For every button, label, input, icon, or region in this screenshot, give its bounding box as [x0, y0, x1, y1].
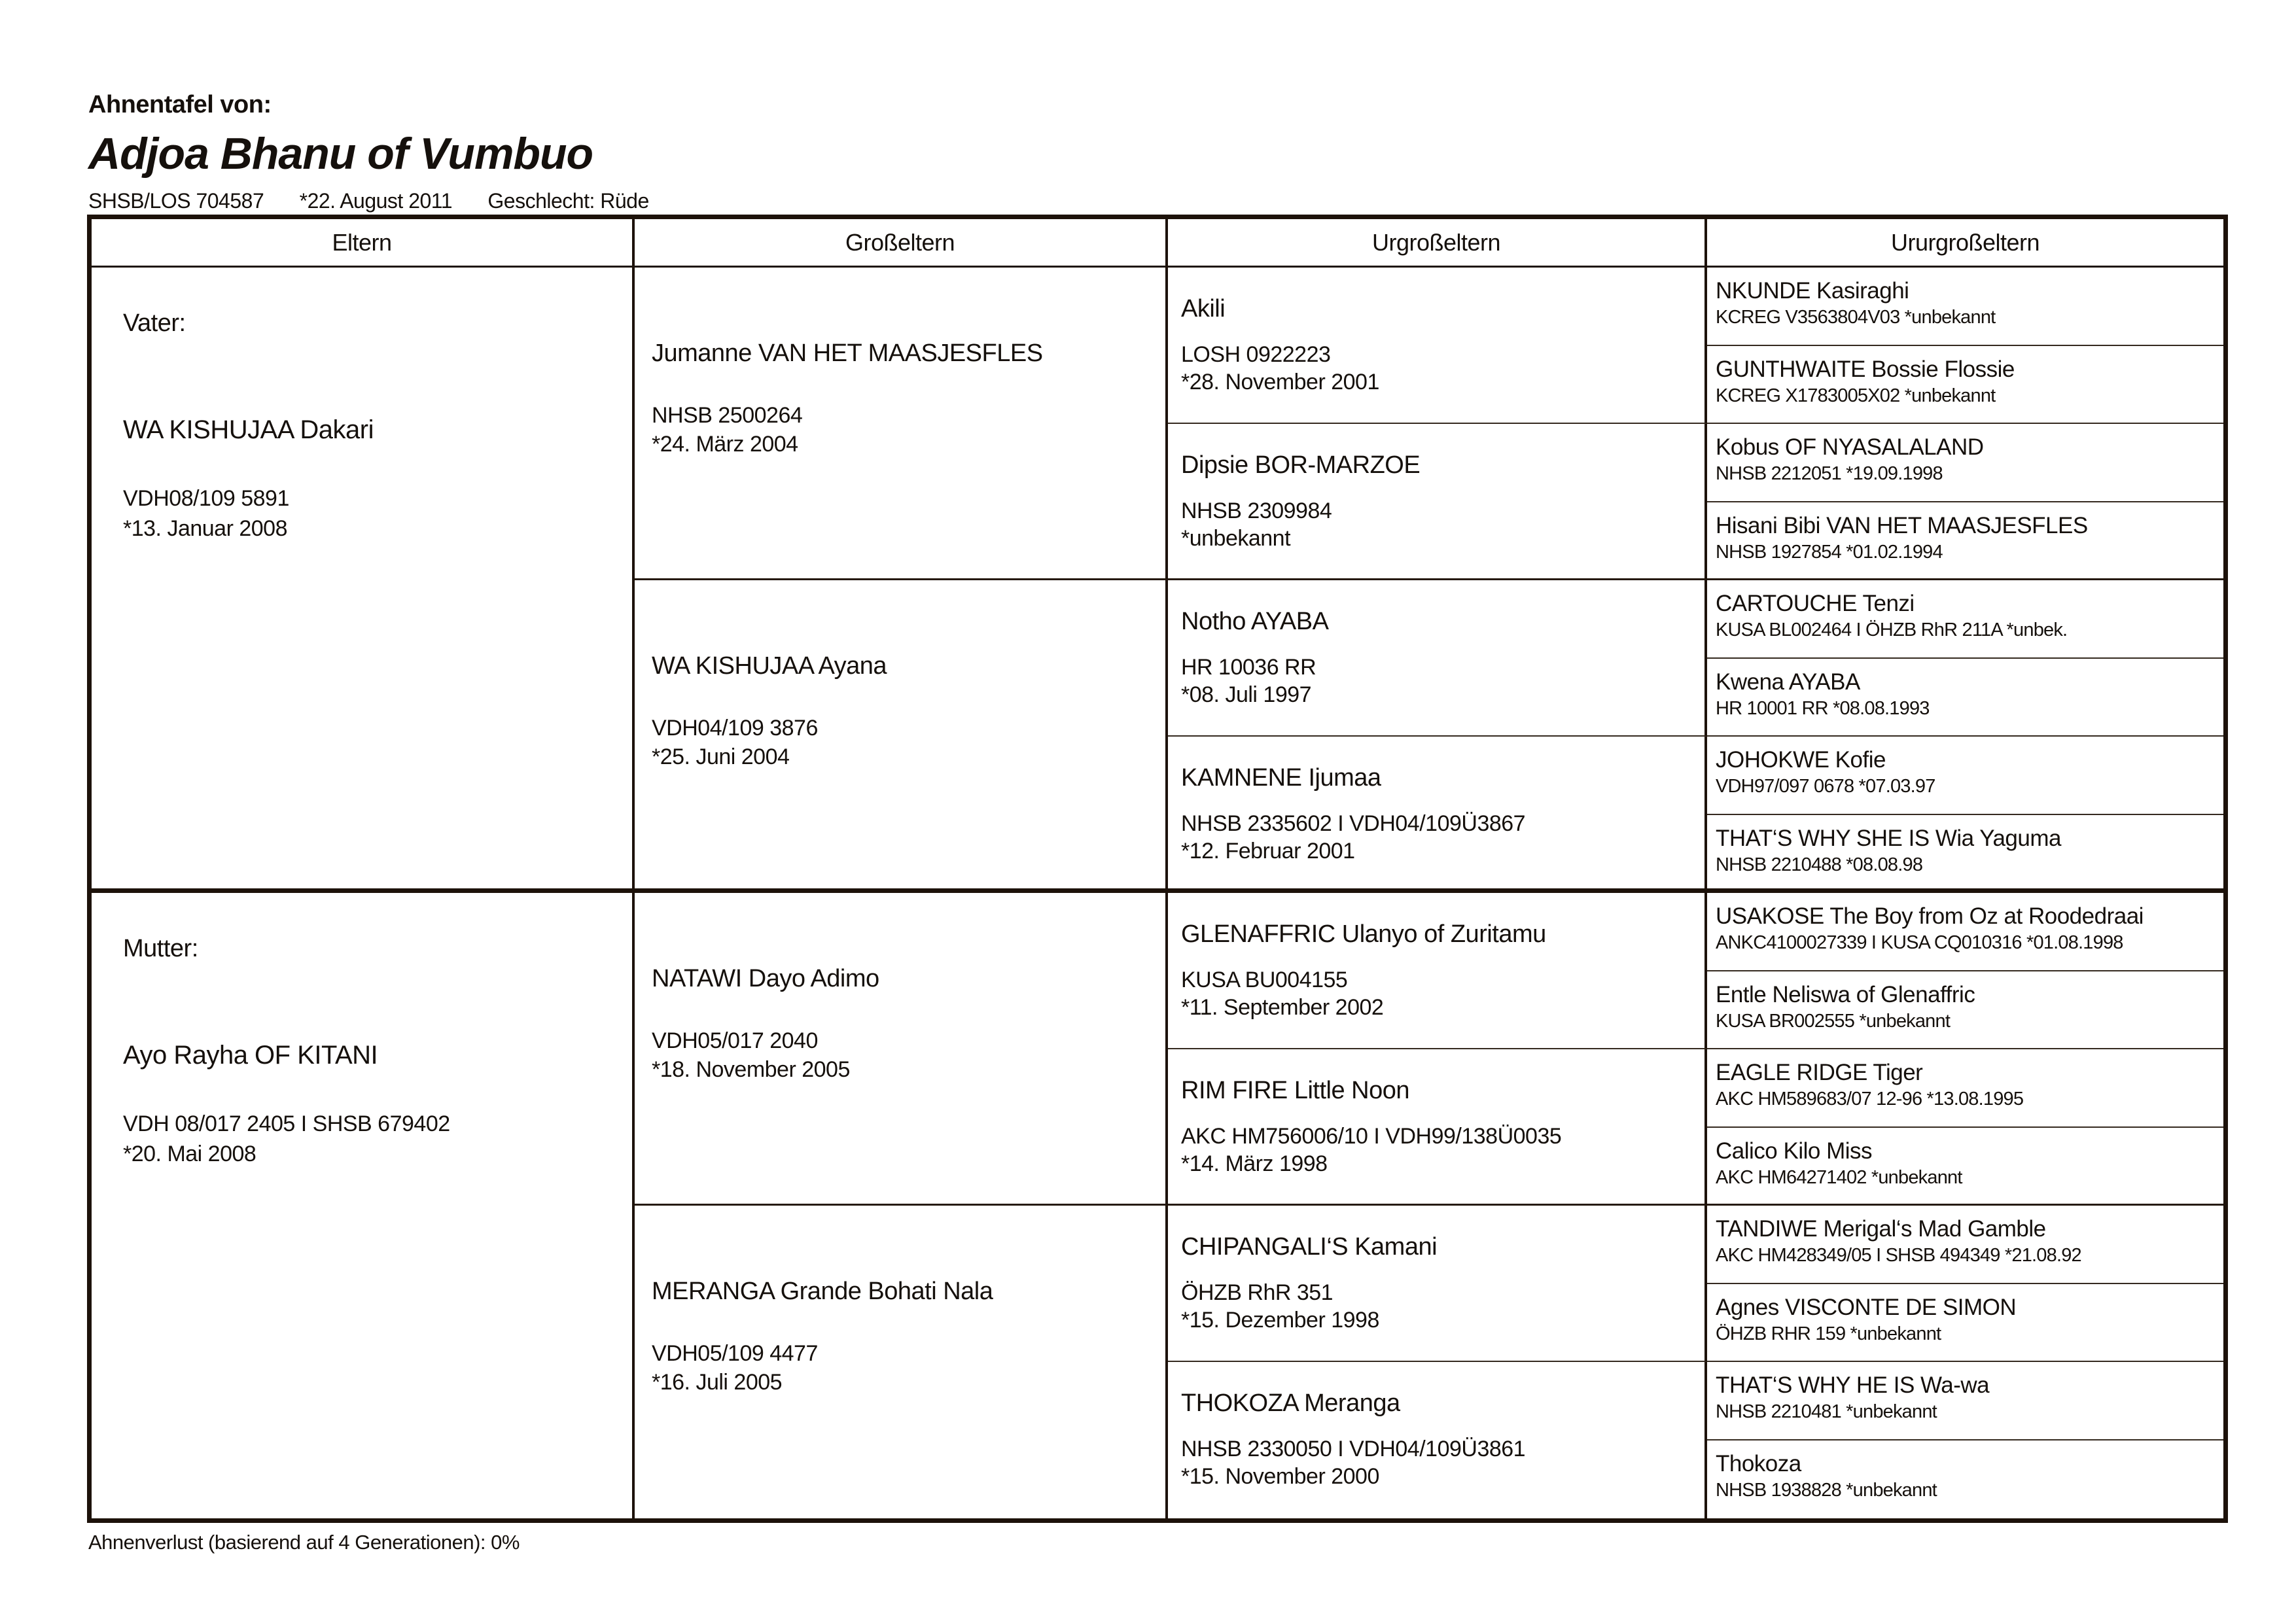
- cell-father: [92, 268, 635, 893]
- parent-role-label: Mutter:: [123, 935, 198, 962]
- cell-gg-grandparent-13: [1707, 1206, 2223, 1284]
- dog-registration: NHSB 2500264: [652, 403, 803, 428]
- dog-registration: VDH05/109 4477: [652, 1341, 818, 1366]
- ancestor-loss-note: Ahnenverlust (basierend auf 4 Generationen): 0%: [88, 1531, 520, 1554]
- dog-registration: KUSA BL002464 I ÖHZB RhR 211A *unbek.: [1716, 620, 2068, 640]
- cell-gg-grandparent-4: [1707, 502, 2223, 581]
- dog-name: GUNTHWAITE Bossie Flossie: [1716, 356, 2015, 382]
- cell-great-grandparent-6: [1168, 1049, 1707, 1206]
- dog-name: GLENAFFRIC Ulanyo of Zuritamu: [1181, 920, 1546, 948]
- dog-registration: NHSB 1927854 *01.02.1994: [1716, 541, 1943, 563]
- cell-gg-grandparent-8: [1707, 815, 2223, 894]
- dog-name: Calico Kilo Miss: [1716, 1138, 1872, 1164]
- column-header-ururgrosseltern: Ururgroßeltern: [1707, 219, 2223, 268]
- dog-birthdate: *15. November 2000: [1181, 1464, 1379, 1489]
- dog-registration: AKC HM428349/05 I SHSB 494349 *21.08.92: [1716, 1245, 2081, 1266]
- dog-name: Notho AYABA: [1181, 608, 1329, 635]
- dog-registration: VDH 08/017 2405 I SHSB 679402: [123, 1111, 450, 1136]
- dog-name: THOKOZA Meranga: [1181, 1389, 1400, 1417]
- cell-gg-grandparent-2: [1707, 346, 2223, 425]
- cell-gg-grandparent-1: [1707, 268, 2223, 346]
- cell-gg-grandparent-12: [1707, 1128, 2223, 1206]
- dog-name: Dipsie BOR-MARZOE: [1181, 451, 1421, 479]
- cell-great-grandparent-8: [1168, 1362, 1707, 1518]
- dog-birthdate: *24. März 2004: [652, 432, 798, 457]
- cell-gg-grandparent-11: [1707, 1049, 2223, 1128]
- dog-registration: NHSB 2335602 I VDH04/109Ü3867: [1181, 811, 1526, 836]
- cell-gg-grandparent-7: [1707, 737, 2223, 815]
- column-header-eltern: Eltern: [92, 219, 635, 268]
- dog-birthdate: *11. September 2002: [1181, 995, 1384, 1020]
- cell-gg-grandparent-14: [1707, 1284, 2223, 1363]
- dog-registration: NHSB 2309984: [1181, 498, 1332, 523]
- dog-registration: KUSA BR002555 *unbekannt: [1716, 1010, 1951, 1032]
- cell-gg-grandparent-10: [1707, 971, 2223, 1050]
- dog-birthdate: *14. März 1998: [1181, 1151, 1328, 1176]
- dog-name: KAMNENE Ijumaa: [1181, 764, 1381, 792]
- dog-registration: KCREG X1783005X02 *unbekannt: [1716, 385, 1996, 406]
- dog-registration: VDH97/097 0678 *07.03.97: [1716, 776, 1935, 797]
- cell-gg-grandparent-16: [1707, 1440, 2223, 1519]
- dog-name: CHIPANGALI‘S Kamani: [1181, 1233, 1438, 1261]
- dog-registration: HR 10001 RR *08.08.1993: [1716, 697, 1930, 719]
- cell-great-grandparent-5: [1168, 893, 1707, 1049]
- dog-name: Kwena AYABA: [1716, 669, 1860, 695]
- dog-registration: AKC HM756006/10 I VDH99/138Ü0035: [1181, 1124, 1562, 1149]
- dog-name: JOHOKWE Kofie: [1716, 747, 1886, 773]
- dog-registration: ÖHZB RHR 159 *unbekannt: [1716, 1323, 1941, 1344]
- dog-name: NATAWI Dayo Adimo: [652, 965, 879, 992]
- dog-registration: VDH04/109 3876: [652, 716, 818, 741]
- cell-great-grandparent-4: [1168, 737, 1707, 893]
- dog-registration: KUSA BU004155: [1181, 968, 1348, 992]
- cell-great-grandparent-2: [1168, 424, 1707, 580]
- pedigree-table: [87, 215, 2228, 1523]
- dog-name: Thokoza: [1716, 1450, 1801, 1476]
- dog-registration: NHSB 2210488 *08.08.98: [1716, 854, 1923, 875]
- dog-registration: NHSB 2210481 *unbekannt: [1716, 1401, 1937, 1422]
- dog-name: RIM FIRE Little Noon: [1181, 1077, 1409, 1104]
- parent-role-label: Vater:: [123, 309, 186, 337]
- dog-title-name: Adjoa Bhanu of Vumbuo: [88, 129, 593, 179]
- dog-registration-number: SHSB/LOS 704587: [88, 189, 264, 213]
- cell-gg-grandparent-15: [1707, 1362, 2223, 1440]
- document-header: [88, 90, 679, 213]
- dog-birthdate: *25. Juni 2004: [652, 744, 790, 769]
- dog-birthdate: *12. Februar 2001: [1181, 839, 1355, 864]
- dog-registration: KCREG V3563804V03 *unbekannt: [1716, 307, 1996, 328]
- dog-birthdate: *20. Mai 2008: [123, 1142, 256, 1166]
- cell-gg-grandparent-3: [1707, 424, 2223, 502]
- dog-registration: ANKC4100027339 I KUSA CQ010316 *01.08.1998: [1716, 932, 2123, 953]
- dog-name: CARTOUCHE Tenzi: [1716, 591, 1915, 616]
- dog-name: TANDIWE Merigal‘s Mad Gamble: [1716, 1216, 2046, 1242]
- dog-name: EAGLE RIDGE Tiger: [1716, 1060, 1923, 1085]
- cell-grandparent-3: [635, 893, 1168, 1206]
- dog-registration: VDH05/017 2040: [652, 1028, 818, 1053]
- dog-name: Hisani Bibi VAN HET MAASJESFLES: [1716, 512, 2088, 538]
- column-header-urgrosseltern: Urgroßeltern: [1168, 219, 1707, 268]
- cell-gg-grandparent-6: [1707, 659, 2223, 737]
- dog-birthdate: *16. Juli 2005: [652, 1370, 783, 1395]
- cell-grandparent-4: [635, 1206, 1168, 1518]
- dog-name: USAKOSE The Boy from Oz at Roodedraai: [1716, 903, 2144, 929]
- dog-name: Entle Neliswa of Glenaffric: [1716, 981, 1975, 1007]
- dog-name: Kobus OF NYASALALAND: [1716, 434, 1984, 460]
- dog-name: MERANGA Grande Bohati Nala: [652, 1278, 993, 1305]
- cell-grandparent-1: [635, 268, 1168, 580]
- cell-great-grandparent-7: [1168, 1206, 1707, 1362]
- cell-gg-grandparent-9: [1707, 893, 2223, 971]
- dog-registration: NHSB 1938828 *unbekannt: [1716, 1479, 1937, 1501]
- dog-name: Akili: [1181, 295, 1226, 323]
- dog-sex: Geschlecht: Rüde: [487, 189, 649, 213]
- dog-name: Ayo Rayha OF KITANI: [123, 1041, 378, 1070]
- cell-great-grandparent-3: [1168, 580, 1707, 737]
- dog-name: Jumanne VAN HET MAASJESFLES: [652, 340, 1043, 367]
- cell-gg-grandparent-5: [1707, 580, 2223, 659]
- dog-registration: ÖHZB RhR 351: [1181, 1280, 1333, 1305]
- dog-birthdate: *15. Dezember 1998: [1181, 1308, 1379, 1333]
- dog-registration: LOSH 0922223: [1181, 342, 1331, 367]
- dog-name: Agnes VISCONTE DE SIMON: [1716, 1294, 2017, 1320]
- column-header-grosseltern: Großeltern: [635, 219, 1168, 268]
- dog-name: THAT‘S WHY SHE IS Wia Yaguma: [1716, 825, 2061, 851]
- dog-registration: AKC HM64271402 *unbekannt: [1716, 1166, 1962, 1188]
- dog-name: THAT‘S WHY HE IS Wa-wa: [1716, 1372, 1990, 1398]
- dog-birthdate: *unbekannt: [1181, 526, 1291, 551]
- dog-registration: VDH08/109 5891: [123, 486, 289, 511]
- dog-name: NKUNDE Kasiraghi: [1716, 278, 1909, 304]
- dog-birthdate: *22. August 2011: [299, 189, 453, 213]
- pedigree-of-label: Ahnentafel von:: [88, 91, 272, 118]
- dog-registration: AKC HM589683/07 12-96 *13.08.1995: [1716, 1089, 2024, 1109]
- dog-registration: NHSB 2330050 I VDH04/109Ü3861: [1181, 1437, 1526, 1461]
- dog-birthdate: *18. November 2005: [652, 1057, 850, 1082]
- dog-registration: NHSB 2212051 *19.09.1998: [1716, 463, 1943, 484]
- dog-name: WA KISHUJAA Dakari: [123, 415, 374, 444]
- cell-great-grandparent-1: [1168, 268, 1707, 424]
- cell-mother: [92, 893, 635, 1518]
- dog-name: WA KISHUJAA Ayana: [652, 652, 887, 680]
- dog-birthdate: *28. November 2001: [1181, 370, 1379, 394]
- dog-identity-line: [88, 188, 679, 213]
- dog-registration: HR 10036 RR: [1181, 655, 1316, 680]
- cell-grandparent-2: [635, 580, 1168, 893]
- dog-birthdate: *13. Januar 2008: [123, 516, 287, 541]
- dog-birthdate: *08. Juli 1997: [1181, 682, 1312, 707]
